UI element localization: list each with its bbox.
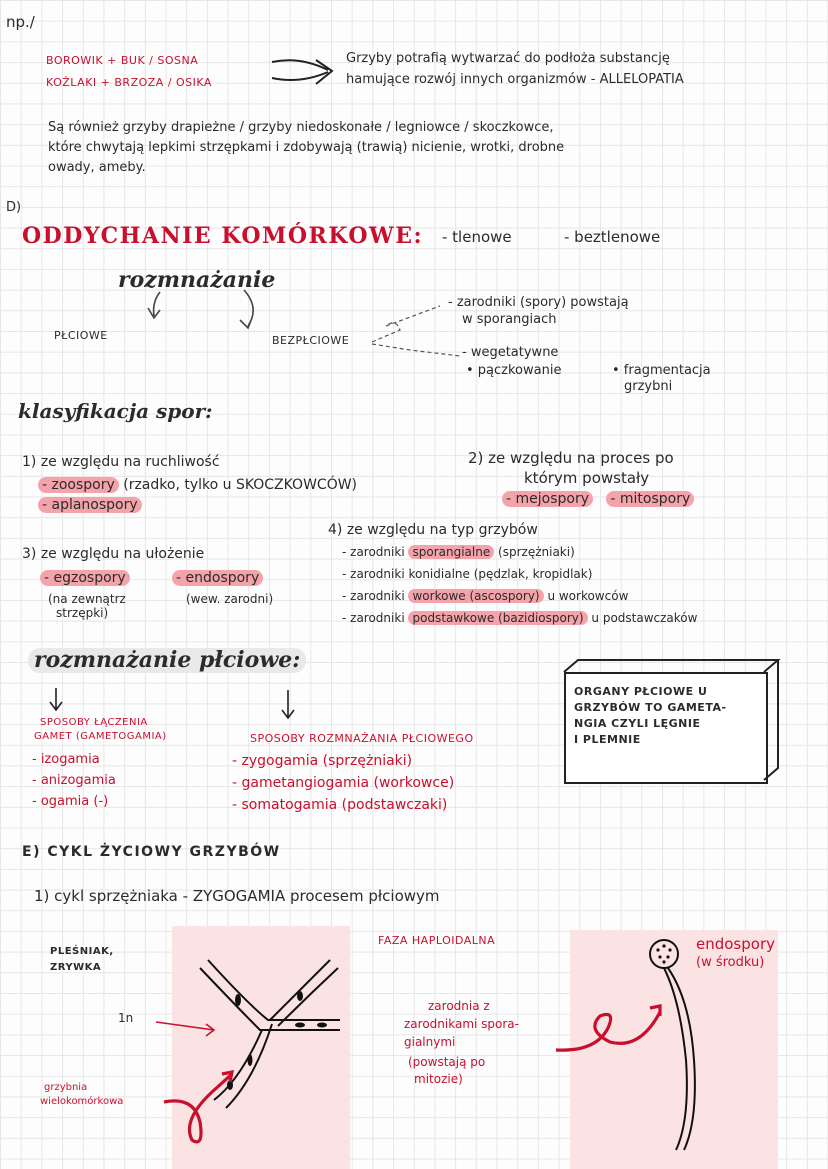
oogamy: - ogamia (-) xyxy=(32,794,109,809)
ascospores-highlight: workowe (ascospory) xyxy=(408,589,543,603)
gametogamy-down-arrow xyxy=(50,688,62,710)
spores-line1: - zarodniki (spory) powstają xyxy=(448,295,629,310)
class1-title: 1) ze względu na ruchliwość xyxy=(22,454,220,470)
box-3d-edges xyxy=(564,660,778,780)
exospores-highlight: - egzospory xyxy=(40,570,130,586)
class4-row4-pre: - zarodniki xyxy=(342,611,405,625)
class4-row3-post: u workowców xyxy=(547,589,629,603)
spores-line2: w sporangiach xyxy=(462,312,557,327)
predatory-line3: owady, ameby. xyxy=(48,160,146,175)
class2-title2: którym powstały xyxy=(524,469,650,487)
class4-row3-pre: - zarodniki xyxy=(342,589,405,603)
endospores-note: (wew. zarodni) xyxy=(186,592,274,606)
pair-leccinum: KOŹLAKI + BRZOZA / OSIKA xyxy=(46,76,212,89)
mycelium-label1: grzybnia xyxy=(44,1082,88,1093)
zygogamy: - zygogamia (sprzężniaki) xyxy=(232,753,413,769)
box-line4: I PLEMNIE xyxy=(574,733,641,746)
mycelium-label2: wielokomórkowa xyxy=(40,1096,124,1107)
section-e-title: E) CYKL ŻYCIOWY GRZYBÓW xyxy=(22,844,281,860)
haploid-label: 1n xyxy=(118,1011,134,1025)
fragmentation-line1: • fragmentacja xyxy=(612,363,711,378)
allelopathy-line2: hamujące rozwój innych organizmów - ALLELOPATIA xyxy=(346,72,684,87)
endospores-label1: endospory xyxy=(696,935,775,953)
sporangium-desc2: zarodnikami spora- xyxy=(404,1017,519,1031)
aerobic-label: - tlenowe xyxy=(442,228,512,246)
predatory-line2: które chwytają lepkimi strzępkami i zdobywają (trawią) nicienie, wrotki, drobne xyxy=(48,140,565,155)
mycelium-curly-arrow xyxy=(164,1072,232,1142)
anisogamy: - anizogamia xyxy=(32,773,116,788)
anaerobic-label: - beztlenowe xyxy=(564,228,661,246)
budding-label: • pączkowanie xyxy=(466,363,562,378)
sexual-methods-heading: SPOSOBY ROZMNAŻANIA PŁCIOWEGO xyxy=(250,732,474,745)
mold-label1: PLEŚNIAK, xyxy=(50,946,114,957)
predatory-line1: Są również grzyby drapieżne / grzyby niedoskonałe / legniowce / skoczkowce, xyxy=(48,120,554,135)
basidiospores-highlight: podstawkowe (bazidiospory) xyxy=(408,611,587,625)
zoospores-highlight: - zoospory xyxy=(38,477,119,493)
box-line3: NGIA CZYLI LĘGNIE xyxy=(574,717,701,730)
allelopathy-line1: Grzyby potrafią wytwarzać do podłoża substancję xyxy=(346,51,670,66)
methods-down-arrow xyxy=(282,690,294,718)
vegetative-label: - wegetatywne xyxy=(462,345,559,360)
asexual-label: BEZPŁCIOWE xyxy=(272,334,350,347)
zoospores-note: (rzadko, tylko u SKOCZKOWCÓW) xyxy=(123,477,358,493)
class4-row4-post: u podstawczaków xyxy=(591,611,698,625)
sporangium-spores xyxy=(656,944,671,963)
asexual-branch-up xyxy=(372,306,440,342)
sporangium-drawing xyxy=(650,940,695,1150)
exospores-note1: (na zewnątrz xyxy=(48,592,126,606)
endospores-label2: (w środku) xyxy=(696,955,765,970)
class4-row1-pre: - zarodniki xyxy=(342,545,405,559)
class4-row1-post: (sprzężniaki) xyxy=(498,545,575,559)
somatogamy: - somatogamia (podstawczaki) xyxy=(232,797,448,813)
respiration-title: ODDYCHANIE KOMÓRKOWE: xyxy=(22,223,424,249)
gametogamy-heading2: GAMET (GAMETOGAMIA) xyxy=(34,731,167,742)
asexual-branch-down xyxy=(372,344,460,356)
endospores-highlight: - endospory xyxy=(172,570,263,586)
allelopathy-arrow xyxy=(272,60,332,84)
class3-title: 3) ze względu na ułożenie xyxy=(22,546,205,562)
class4-title: 4) ze względu na typ grzybów xyxy=(328,522,538,538)
box-line1: ORGANY PŁCIOWE U xyxy=(574,685,708,698)
zygomycete-cycle-subtitle: 1) cykl sprzężniaka - ZYGOGAMIA procesem płciowym xyxy=(34,887,440,905)
haploid-phase-label: FAZA HAPLOIDALNA xyxy=(378,934,496,947)
sexual-arrow xyxy=(148,292,160,318)
classification-title: klasyfikacja spor: xyxy=(18,399,213,423)
sporangium-curly-arrow xyxy=(556,1006,660,1050)
sexual-repro-title: rozmnażanie płciowe: xyxy=(28,648,306,673)
np-label: np./ xyxy=(6,13,35,31)
sporangium-desc4: (powstają po xyxy=(408,1055,486,1069)
mold-label2: ZRYWKA xyxy=(50,962,102,973)
gametogamy-heading1: SPOSOBY ŁĄCZENIA xyxy=(40,717,148,728)
section-d-letter: D) xyxy=(6,200,22,215)
class2-title1: 2) ze względu na proces po xyxy=(468,449,674,467)
sporangium-desc3: gialnymi xyxy=(404,1035,456,1049)
fragmentation-line2: grzybni xyxy=(624,379,673,394)
haploid-arrow xyxy=(156,1022,214,1036)
sporangial-highlight: sporangialne xyxy=(408,545,494,559)
aplanospores-highlight: - aplanospory xyxy=(38,497,142,513)
exospores-note2: strzępki) xyxy=(56,606,109,620)
sporangium-desc1: zarodnia z xyxy=(428,999,490,1013)
gametangiogamy: - gametangiogamia (workowce) xyxy=(232,775,455,791)
pair-boletus: BOROWIK + BUK / SOSNA xyxy=(46,54,199,67)
class4-row2: - zarodniki konidialne (pędzlak, kropidlak) xyxy=(342,567,593,581)
mitospores-highlight: - mitospory xyxy=(606,491,694,507)
sexual-label: PŁCIOWE xyxy=(54,329,108,342)
asexual-arrow xyxy=(240,290,253,328)
sporangium-desc5: mitozie) xyxy=(414,1072,463,1086)
hyphae-nuclei xyxy=(227,991,327,1090)
isogamy: - izogamia xyxy=(32,752,100,767)
meiospores-highlight: - mejospory xyxy=(502,491,593,507)
box-line2: GRZYBÓW TO GAMETA- xyxy=(574,701,727,714)
reproduction-title: rozmnażanie xyxy=(118,267,276,293)
